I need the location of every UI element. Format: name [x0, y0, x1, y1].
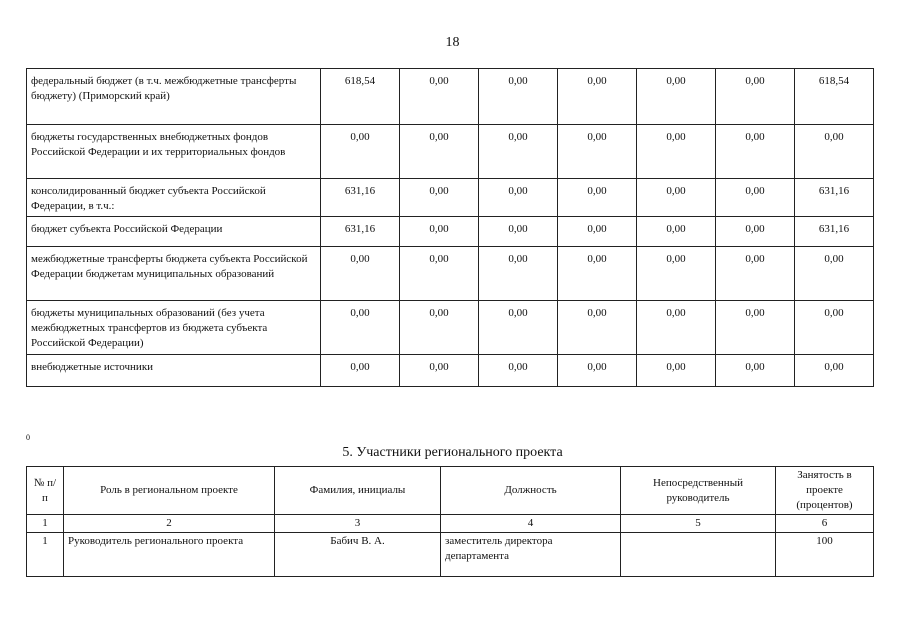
value-cell: 0,00 [321, 247, 400, 301]
table-row [27, 533, 874, 577]
page-marker: 0 [26, 433, 30, 442]
value-cell: 0,00 [716, 247, 795, 301]
header-row [27, 467, 874, 515]
value-cell: 0,00 [558, 301, 637, 355]
row-label: бюджеты государственных внебюджетных фондов Российской Федерации и их территориальных фондов [27, 125, 321, 179]
value-cell: 0,00 [321, 355, 400, 387]
value-cell: 631,16 [321, 217, 400, 247]
header-cell: Фамилия, инициалы [275, 467, 441, 515]
total-cell: 0,00 [795, 247, 874, 301]
value-cell: 0,00 [479, 179, 558, 217]
total-cell: 631,16 [795, 217, 874, 247]
value-cell: 0,00 [400, 301, 479, 355]
value-cell: 0,00 [637, 247, 716, 301]
row-label: федеральный бюджет (в т.ч. межбюджетные трансферты бюджету) (Приморский край) [27, 69, 321, 125]
header-cell: Роль в региональном проекте [64, 467, 275, 515]
row-label: консолидированный бюджет субъекта Российской Федерации, в т.ч.: [27, 179, 321, 217]
total-cell: 0,00 [795, 125, 874, 179]
value-cell: 0,00 [637, 125, 716, 179]
value-cell: 0,00 [479, 69, 558, 125]
table-row [27, 217, 874, 247]
value-cell: 0,00 [716, 69, 795, 125]
value-cell: 0,00 [716, 179, 795, 217]
row-label: бюджет субъекта Российской Федерации [27, 217, 321, 247]
total-cell: 0,00 [795, 355, 874, 387]
value-cell: 0,00 [400, 355, 479, 387]
table-row [27, 179, 874, 217]
participants-table [26, 466, 874, 577]
value-cell: 0,00 [558, 69, 637, 125]
value-cell: 0,00 [479, 301, 558, 355]
value-cell: 0,00 [558, 355, 637, 387]
row-label: бюджеты муниципальных образований (без учета межбюджетных трансфертов из бюджета субъекта Российской Федерации) [27, 301, 321, 355]
value-cell: 0,00 [400, 247, 479, 301]
total-cell: 0,00 [795, 301, 874, 355]
supervisor-cell [621, 533, 776, 577]
value-cell: 0,00 [479, 217, 558, 247]
numbering-row [27, 515, 874, 533]
value-cell: 0,00 [400, 217, 479, 247]
value-cell: 0,00 [479, 247, 558, 301]
occupancy-cell: 100 [776, 533, 874, 577]
value-cell: 0,00 [400, 179, 479, 217]
value-cell: 0,00 [637, 355, 716, 387]
role-cell: Руководитель регионального проекта [64, 533, 275, 577]
value-cell: 0,00 [637, 69, 716, 125]
column-number: 3 [275, 515, 441, 533]
position-cell: заместитель директора департамента [441, 533, 621, 577]
value-cell: 0,00 [637, 217, 716, 247]
value-cell: 0,00 [558, 247, 637, 301]
value-cell: 0,00 [400, 125, 479, 179]
column-number: 6 [776, 515, 874, 533]
section-title: 5. Участники регионального проекта [342, 445, 563, 460]
total-cell: 631,16 [795, 179, 874, 217]
value-cell: 0,00 [321, 301, 400, 355]
column-number: 2 [64, 515, 275, 533]
value-cell: 0,00 [716, 217, 795, 247]
value-cell: 0,00 [321, 125, 400, 179]
value-cell: 0,00 [558, 125, 637, 179]
value-cell: 0,00 [400, 69, 479, 125]
total-cell: 618,54 [795, 69, 874, 125]
table-row [27, 247, 874, 301]
name-cell: Бабич В. А. [275, 533, 441, 577]
table-row [27, 355, 874, 387]
column-number: 1 [27, 515, 64, 533]
budget-table [26, 68, 874, 387]
value-cell: 0,00 [637, 301, 716, 355]
value-cell: 0,00 [558, 217, 637, 247]
column-number: 5 [621, 515, 776, 533]
value-cell: 0,00 [479, 355, 558, 387]
header-cell: № п/п [27, 467, 64, 515]
value-cell: 0,00 [716, 125, 795, 179]
row-number: 1 [27, 533, 64, 577]
row-label: внебюджетные источники [27, 355, 321, 387]
table-row [27, 125, 874, 179]
table-row [27, 69, 874, 125]
value-cell: 0,00 [479, 125, 558, 179]
column-number: 4 [441, 515, 621, 533]
page-number: 18 [445, 35, 460, 50]
value-cell: 631,16 [321, 179, 400, 217]
value-cell: 0,00 [716, 355, 795, 387]
value-cell: 0,00 [558, 179, 637, 217]
value-cell: 0,00 [637, 179, 716, 217]
header-cell: Должность [441, 467, 621, 515]
row-label: межбюджетные трансферты бюджета субъекта Российской Федерации бюджетам муниципальных образований [27, 247, 321, 301]
header-cell: Непосредственный руководитель [621, 467, 776, 515]
table-row [27, 301, 874, 355]
value-cell: 618,54 [321, 69, 400, 125]
header-cell: Занятость в проекте (процентов) [776, 467, 874, 515]
value-cell: 0,00 [716, 301, 795, 355]
